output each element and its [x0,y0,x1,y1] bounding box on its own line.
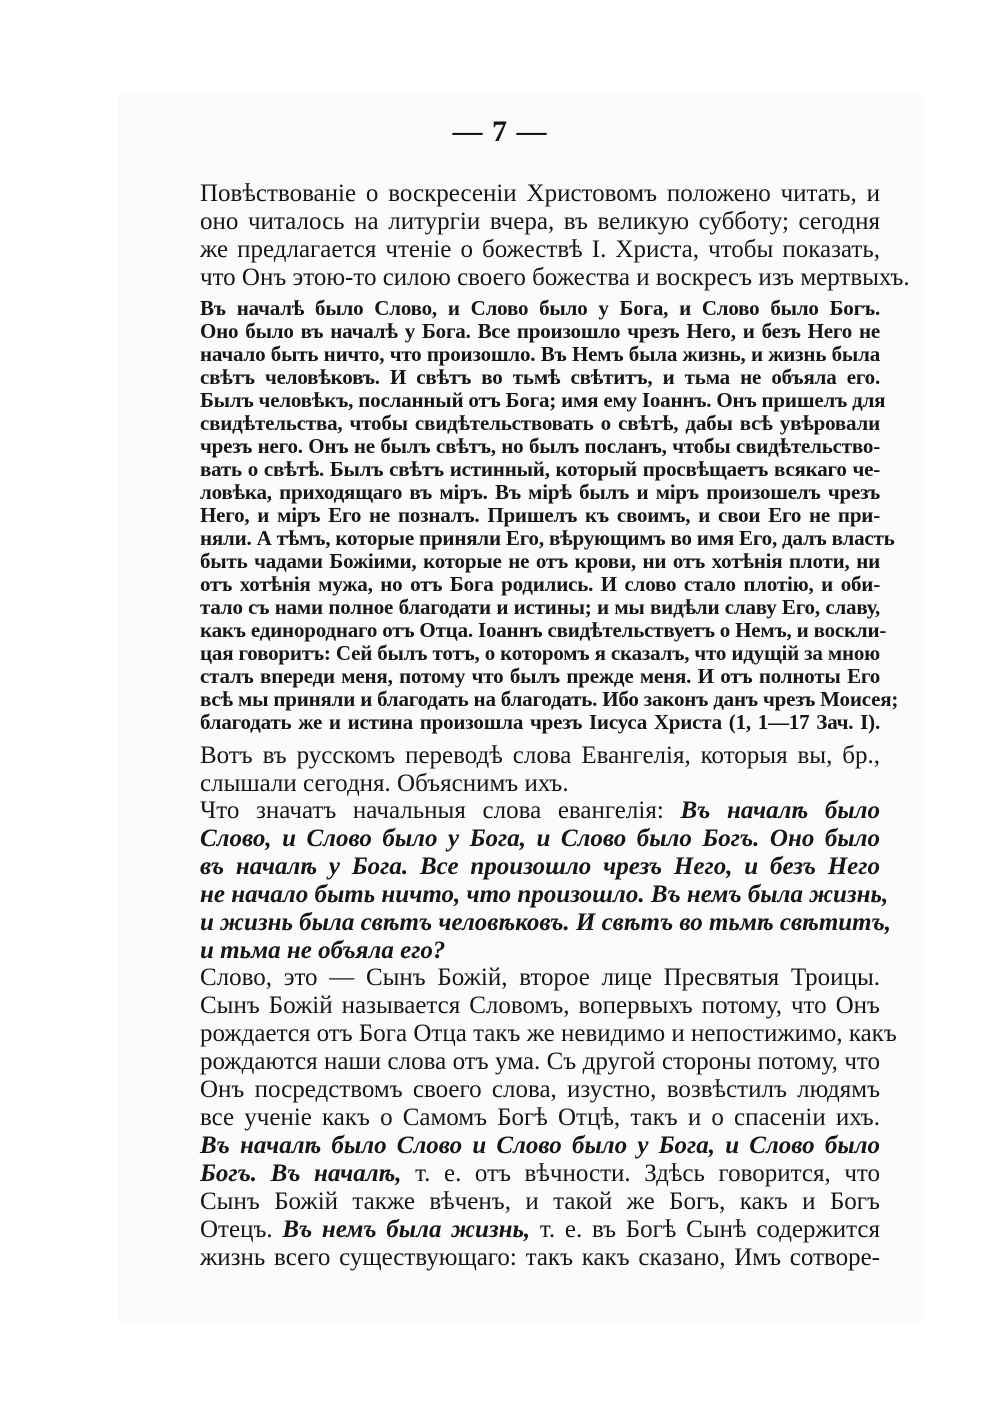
text-line: сталъ впереди меня, потому что былъ прежде меня. И отъ полноты Его [200,664,880,688]
page-number: — 7 — [452,115,548,148]
text-line: цая говоритъ: Сей былъ тотъ, о которомъ я сказалъ, что идущій за мною [200,641,880,665]
text-line: рождается отъ Бога Отца такъ же невидимо и непостижимо, какъ [200,1020,897,1047]
italic-line: не начало быть ничто, что произошло. Въ немъ была жизнь, [200,881,889,908]
text-span: т. е. въ Богѣ Сынѣ содержится [530,1216,880,1243]
italic-span: Въ немъ была жизнь, [282,1216,531,1243]
text-line: отъ хотѣнія мужа, но отъ Бога родились. И слово стало плотію, и оби- [200,572,880,596]
text-line: тало съ нами полное благодати и истины; и мы видѣли славу Его, славу, [200,595,880,619]
text-line: все ученіе какъ о Самомъ Богѣ Отцѣ, такъ и о спасеніи ихъ. [200,1104,880,1131]
text-line: начало быть ничто, что произошло. Въ Немъ была жизнь, и жизнь была [200,342,880,366]
text-span: Что значатъ начальныя слова евангелія: [200,797,664,824]
text-line: благодать же и истина произошла чрезъ Іисуса Христа (1, 1—17 Зач. І). [200,710,880,734]
text-line: свидѣтельства, чтобы свидѣтельствовать о свѣтѣ, дабы всѣ увѣровали [200,411,880,435]
italic-line: и тьма не объяла его? [200,937,446,964]
italic-line: въ началѣ у Бога. Все произошло чрезъ Него, и безъ Него [200,853,880,880]
text-line: Вотъ въ русскомъ переводѣ слова Евангелія, которыя вы, бр., [200,742,880,769]
text-line: же предлагается чтеніе о божествѣ І. Христа, чтобы показать, [200,236,880,263]
italic-line: Слово, и Слово было у Бога, и Слово было Богъ. Оно было [200,825,880,852]
text-span: Отецъ. [200,1216,283,1243]
text-line: Въ началѣ было Слово, и Слово было у Бога, и Слово было Богъ. [200,296,880,320]
text-line [200,1160,880,1188]
text-line: Онъ посредствомъ своего слова, изустно, возвѣстилъ людямъ [200,1076,880,1103]
text-line: вать о свѣтѣ. Былъ свѣтъ истинный, который просвѣщаетъ всякаго че- [200,457,880,481]
text-line: жизнь всего существующаго: такъ какъ сказано, Имъ сотворе- [200,1244,880,1271]
text-line: быть чадами Божіими, которые не отъ крови, ни отъ хотѣнія плоти, ни [200,549,880,573]
text-line: Него, и міръ Его не позналъ. Пришелъ къ своимъ, и свои Его не при- [200,503,880,527]
italic-line: Въ началѣ было Слово и Слово было у Бога, и Слово было [200,1132,880,1159]
text-line: чрезъ него. Онъ не былъ свѣтъ, но былъ посланъ, чтобы свидѣтельство- [200,434,880,458]
text-line: Оно было въ началѣ у Бога. Все произошло чрезъ Него, и безъ Него не [200,319,880,343]
text-line [200,797,880,825]
text-line: какъ единороднаго отъ Отца. Іоаннъ свидѣтельствуетъ о Немъ, и воскли- [200,618,887,642]
text-line: няли. А тѣмъ, которые приняли Его, вѣрующимъ во имя Его, далъ власть [200,526,895,550]
italic-span: Въ началѣ было [680,797,881,824]
text-span: т. е. отъ вѣчности. Здѣсь говорится, что [401,1160,880,1187]
text-line: рождаются наши слова отъ ума. Съ другой стороны потому, что [200,1048,880,1075]
text-line: Сынъ Божій также вѣченъ, и такой же Богъ, какъ и Богъ [200,1188,880,1215]
text-line: Былъ человѣкъ, посланный отъ Бога; имя ему Іоаннъ. Онъ пришелъ для [200,388,886,412]
text-line: всѣ мы приняли и благодать на благодать. Ибо законъ данъ чрезъ Моисея; [200,687,899,711]
italic-line: и жизнь была свѣтъ человѣковъ. И свѣтъ во тьмѣ свѣтитъ, [200,909,892,936]
text-line: слышали сегодня. Объяснимъ ихъ. [200,770,569,797]
text-line [200,1216,880,1244]
italic-span: Богъ. Въ началѣ, [200,1160,402,1187]
text-line: свѣтъ человѣковъ. И свѣтъ во тьмѣ свѣтитъ, и тьма не объяла его. [200,365,880,389]
text-line: ловѣка, приходящаго въ міръ. Въ мірѣ былъ и міръ произошелъ чрезъ [200,480,880,504]
text-line: оно читалось на литургіи вчера, въ великую субботу; сегодня [200,208,880,235]
text-line: Сынъ Божій называется Словомъ, вопервыхъ потому, что Онъ [200,992,880,1019]
text-line: Повѣствованіе о воскресеніи Христовомъ положено читать, и [200,180,880,207]
text-line: Слово, это — Сынъ Божій, второе лице Пресвятыя Троицы. [200,964,880,991]
text-line: что Онъ этою-то силою своего божества и воскресъ изъ мертвыхъ. [200,264,910,291]
